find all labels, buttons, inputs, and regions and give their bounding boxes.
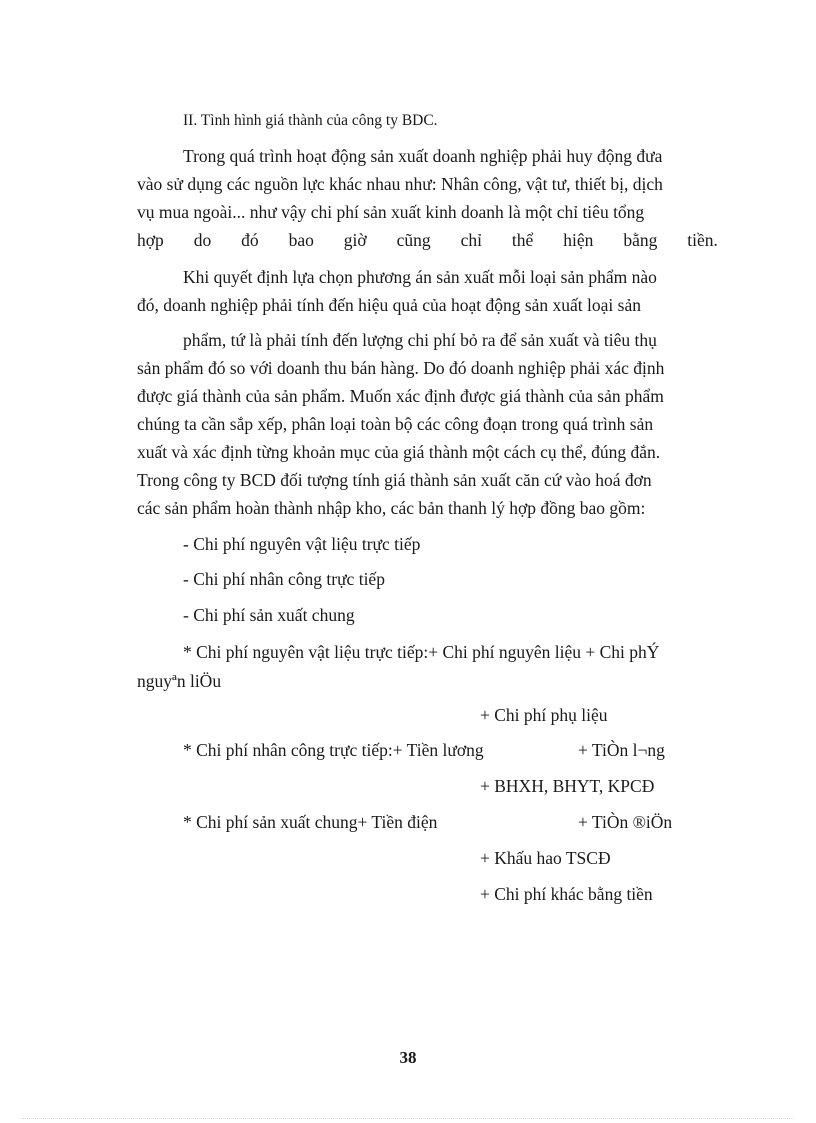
material-cost-continuation: nguyªn liÖu <box>137 671 222 691</box>
word: giờ <box>343 230 367 250</box>
word: chỉ <box>460 230 482 250</box>
bullet-item: - Chi phí nguyên vật liệu trực tiếp <box>183 534 421 554</box>
paragraph-2-line-1: Khi quyết định lựa chọn phương án sản xuất mỗi loại sản phẩm nào <box>183 267 657 287</box>
word: thể <box>511 230 534 250</box>
bullet-item: - Chi phí nhân công trực tiếp <box>183 569 385 589</box>
paragraph-3-line-1: phẩm, tứ là phải tính đến lượng chi phí bỏ ra để sản xuất và tiêu thụ <box>183 330 657 350</box>
paragraph-1-line-2: vào sử dụng các nguồn lực khác nhau như: Nhân công, vật tư, thiết bị, dịch <box>137 174 663 194</box>
general-cost-extra-2: + Chi phí khác bằng tiền <box>480 884 653 904</box>
page-number: 38 <box>399 1048 417 1067</box>
word: hiện <box>563 230 594 250</box>
section-heading: II. Tình hình giá thành của công ty BDC. <box>183 112 438 129</box>
word: cũng <box>396 230 431 250</box>
paragraph-3-line-7: các sản phẩm hoàn thành nhập kho, các bản thanh lý hợp đồng bao gồm: <box>137 498 646 518</box>
paragraph-3-line-6: Trong công ty BCD đối tượng tính giá thành sản xuất căn cứ vào hoá đơn <box>137 470 652 490</box>
labor-cost-line: * Chi phí nhân công trực tiếp:+ Tiền lương <box>183 740 484 760</box>
general-cost-column-2: + TiÒn ®iÖn <box>578 812 673 832</box>
word: hợp <box>137 230 164 250</box>
paragraph-1-line-1: Trong quá trình hoạt động sản xuất doanh nghiệp phải huy động đưa <box>183 146 663 166</box>
paragraph-3-line-3: được giá thành của sản phẩm. Muốn xác định được giá thành của sản phẩm <box>137 386 664 406</box>
paragraph-3-line-2: sản phẩm đó so với doanh thu bán hàng. Do đó doanh nghiệp phải xác định <box>137 358 665 378</box>
word: bao <box>288 230 314 250</box>
labor-cost-column-2: + TiÒn l¬ng <box>578 740 665 760</box>
word: đó <box>241 230 259 250</box>
general-cost-extra-1: + Khấu hao TSCĐ <box>480 848 611 868</box>
material-cost-line: * Chi phí nguyên vật liệu trực tiếp:+ Chi phí nguyên liệu + Chi phÝ <box>183 642 660 662</box>
paragraph-2-line-2: đó, doanh nghiệp phải tính đến hiệu quả của hoạt động sản xuất loại sản <box>137 295 641 315</box>
material-cost-extra: + Chi phí phụ liệu <box>480 705 608 725</box>
word: do <box>193 230 212 250</box>
paragraph-3-line-4: chúng ta cần sắp xếp, phân loại toàn bộ các công đoạn trong quá trình sản <box>137 414 654 434</box>
paragraph-3-line-5: xuất và xác định từng khoản mục của giá thành một cách cụ thể, đúng đắn. <box>137 442 661 462</box>
paragraph-1-line-3: vụ mua ngoài... như vậy chi phí sản xuất kinh doanh là một chỉ tiêu tổng <box>137 202 645 222</box>
paragraph-1-line-4 <box>137 229 718 251</box>
word: tiền. <box>687 230 718 250</box>
general-cost-line: * Chi phí sản xuất chung+ Tiền điện <box>183 812 438 832</box>
bullet-item: - Chi phí sản xuất chung <box>183 605 355 625</box>
labor-cost-extra: + BHXH, BHYT, KPCĐ <box>480 776 655 796</box>
page-bottom-divider <box>22 1118 794 1119</box>
word: bằng <box>623 230 658 250</box>
